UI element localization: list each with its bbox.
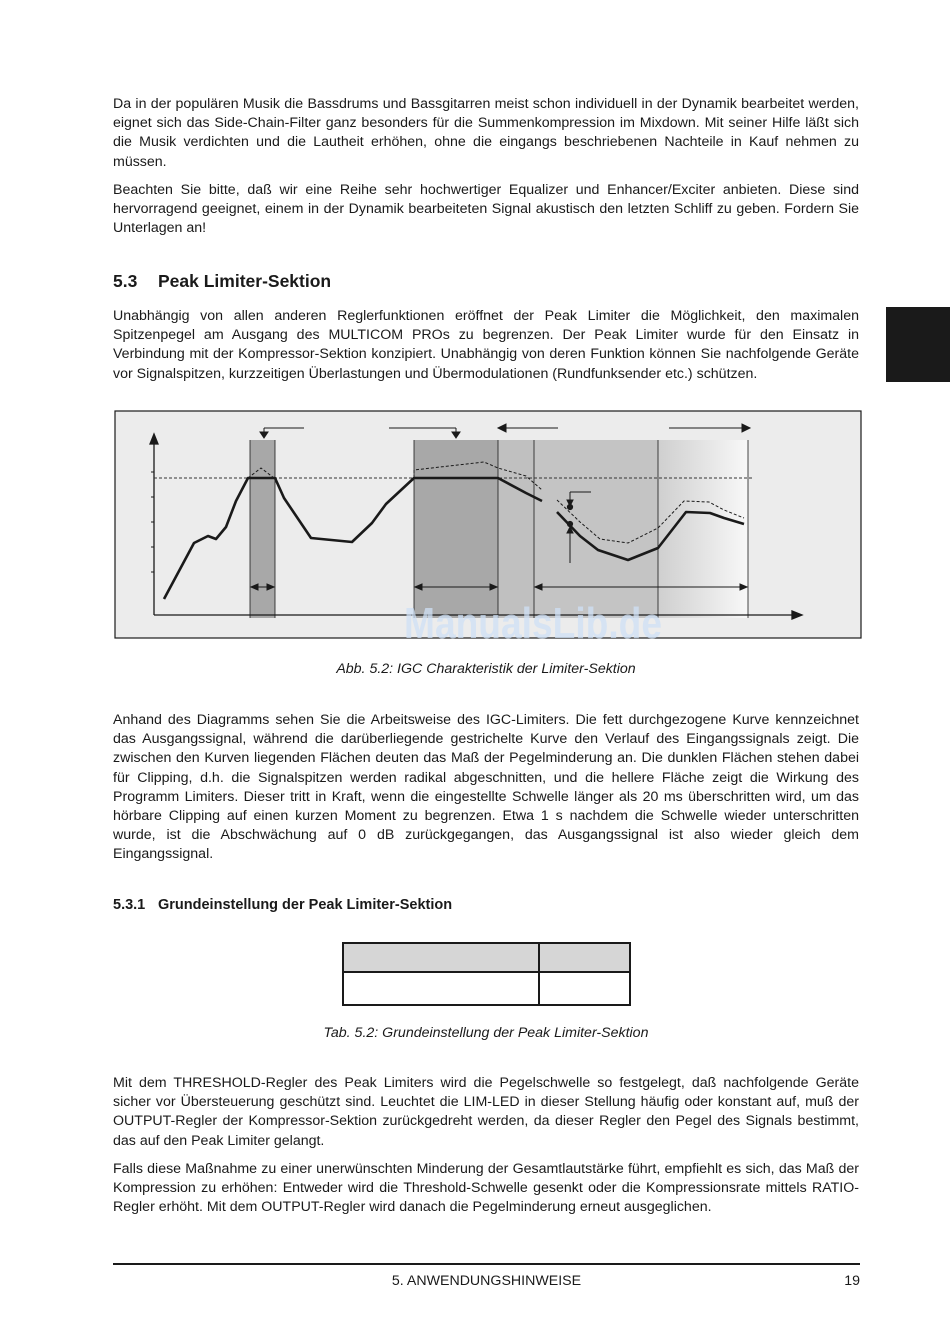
table-cell [343,972,539,1005]
subsection-number: 5.3.1 [113,897,146,913]
transition-zone [498,440,534,618]
limiter-zone [534,440,658,618]
section-heading [113,270,331,292]
subsection-heading [113,896,452,914]
clip-zone-1 [250,440,275,618]
section-number: 5.3 [113,271,138,291]
table-cell [539,972,630,1005]
compression-paragraph: Falls diese Maßnahme zu einer unerwünschten Minderung der Gesamtlautstärke führt, empfiehlt es sich, das Maß der Kompression zu erhöhen: Entweder wird die Threshold-Schwelle gesenkt oder die Kompressionsrate mittels RATIO-Regler erhöht. Mit dem OUTPUT-Regler wird danach die Pegelminderung erneut ausgeglichen. [113,1161,859,1216]
footer-divider [113,1263,860,1265]
threshold-paragraph: Mit dem THRESHOLD-Regler des Peak Limiters wird die Pegelschwelle so festgelegt, daß nachfolgende Geräte sicher vor Übersteuerung geschützt sind. Leuchtet die LIM-LED in dieser Stellung häufig oder konstant auf, muß der OUTPUT-Regler der Kompressor-Sektion zurückgedreht werden, da dieser Regler den Pegel des Signals bestimmt, das auf den Peak Limiter gelangt. [113,1075,859,1149]
igc-diagram-svg [114,410,862,639]
diagram-watermark: ManualsLib.de [404,599,662,639]
table-header-cell [539,943,630,972]
note-paragraph: Beachten Sie bitte, daß wir eine Reihe sehr hochwertiger Equalizer und Enhancer/Exciter anbieten. Diese sind hervorragend geeignet, einem in der Dynamik bearbeiteten Signal akustisch den letzten Schliff zu geben. Fordern Sie Unterlagen an! [113,182,859,237]
figure-caption: Abb. 5.2: IGC Charakteristik der Limiter-Sektion [336,661,636,677]
table-header-cell [343,943,539,972]
section-title: Peak Limiter-Sektion [158,271,332,291]
chapter-tab-marker [886,307,950,382]
diagram-explanation-paragraph: Anhand des Diagramms sehen Sie die Arbeitsweise des IGC-Limiters. Die fett durchgezogene Kurve kennzeichnet das Ausgangssignal, während die darüberliegende gestrichelte Kurve den Verlauf des Eingangssignals zeigt. Die zwischen den Kurven liegenden Flächen deuten das Maß der Pegelminderung an. Die dunklen Flächen stehen dabei für Clipping, d.h. die Signalspitzen werden radikal abgeschnitten, und die hellere Fläche zeigt die Wirkung des Programm Limiters. Dieser tritt in Kraft, wenn die eingestellte Schwelle länger als 20 ms überschritten wird, um das hörbare Clipping auf einen kurzen Moment zu begrenzen. Etwa 1 s nachdem die Schwelle wieder unterschritten wurde, ist die Abschwächung auf 0 dB zurückgegangen, das Ausgangssignal ist also wieder gleich dem Eingangssignal. [113,712,859,863]
intro-paragraph: Da in der populären Musik die Bassdrums und Bassgitarren meist schon individuell in der Dynamik bearbeitet werden, eignet sich das Side-Chain-Filter ganz besonders für die Summenkompression im Mixdown. Mit seiner Hilfe läßt sich die Musik verdichten und die Lautheit erhöhen, ohne die eingangs beschriebenen Nachteile in Kauf nehmen zu müssen. [113,96,859,170]
table-caption: Tab. 5.2: Grundeinstellung der Peak Limiter-Sektion [323,1025,649,1041]
footer-chapter: 5. ANWENDUNGSHINWEISE [391,1273,582,1289]
clip-zone-2 [414,440,498,618]
peak-limiter-paragraph: Unabhängig von allen anderen Reglerfunktionen eröffnet der Peak Limiter die Möglichkeit, den maximalen Spitzenpegel am Ausgang des MULTICOM PROs zu begrenzen. Der Peak Limiter wurde für den Einsatz in Verbindung mit der Kompressor-Sektion konzipiert. Unabhängig von deren Funktion können Sie nachfolgende Geräte vor Signalspitzen, kurzzeitigen Überlastungen und Übermodulationen (Rundfunksender etc.) schützen. [113,308,859,382]
table-header-row [343,943,630,972]
page-number: 19 [844,1273,860,1289]
settings-table [342,942,631,1006]
subsection-title: Grundeinstellung der Peak Limiter-Sektion [158,897,453,913]
igc-diagram [114,410,862,639]
table-row [343,972,630,1005]
